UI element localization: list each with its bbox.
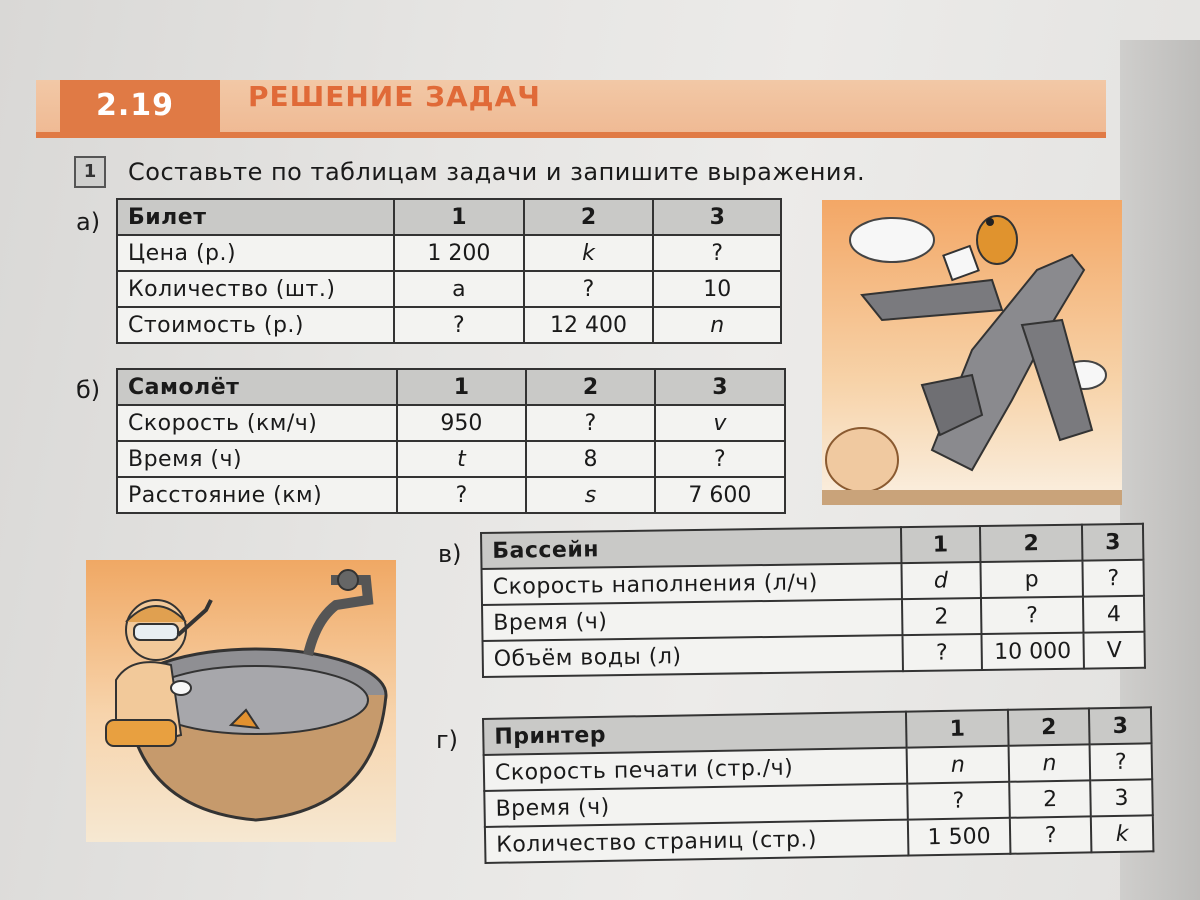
table-cell: 7 600 (655, 477, 785, 513)
table-cell: V (1084, 632, 1145, 669)
row-label: Цена (р.) (117, 235, 394, 271)
column-header: 1 (901, 526, 980, 563)
table-cell: ? (1090, 743, 1153, 780)
table-cell: 950 (397, 405, 526, 441)
table-cell: 1 200 (394, 235, 523, 271)
column-header: 3 (1089, 707, 1152, 744)
table-cell: k (1091, 815, 1154, 852)
row-label: Скорость (км/ч) (117, 405, 397, 441)
table-row (117, 271, 781, 307)
airplane-bird-picture (822, 200, 1122, 505)
table-cell: k (524, 235, 654, 271)
task-number: 1 (74, 156, 106, 188)
table-cell: 12 400 (524, 307, 654, 343)
table-airplane (116, 368, 786, 514)
table-cell: d (901, 562, 980, 599)
table-title: Принтер (483, 712, 906, 755)
table-printer (482, 706, 1154, 864)
table-cell: ? (655, 441, 785, 477)
row-label: Расстояние (км) (117, 477, 397, 513)
column-header: 3 (653, 199, 781, 235)
row-label: Стоимость (р.) (117, 307, 394, 343)
row-label: Количество страниц (стр.) (485, 820, 908, 863)
row-label: Время (ч) (482, 599, 902, 641)
table-cell: 2 (1009, 780, 1090, 817)
task-instruction: Составьте по таблицам задачи и запишите выражения. (128, 158, 866, 186)
column-header: 2 (526, 369, 655, 405)
table-cell: 4 (1083, 596, 1144, 633)
table-cell: ? (526, 405, 655, 441)
table-title: Билет (117, 199, 394, 235)
column-header: 3 (1082, 524, 1143, 561)
column-header: 1 (397, 369, 526, 405)
column-header: 2 (1008, 708, 1089, 745)
row-label: Время (ч) (484, 784, 907, 827)
table-pool (480, 523, 1146, 678)
table-cell: 3 (1090, 779, 1153, 816)
table-row (117, 235, 781, 271)
section-title: РЕШЕНИЕ ЗАДАЧ (248, 80, 541, 113)
table-cell: 8 (526, 441, 655, 477)
table-title: Самолёт (117, 369, 397, 405)
airplane-illustration (822, 200, 1122, 505)
table-letter-v: в) (438, 540, 462, 568)
table-cell: 2 (902, 598, 981, 635)
column-header: 3 (655, 369, 785, 405)
table-cell: n (1009, 744, 1090, 781)
column-header: 2 (524, 199, 654, 235)
table-cell: ? (1010, 816, 1091, 853)
section-number: 2.19 (96, 88, 175, 123)
table-cell: n (653, 307, 781, 343)
table-row (117, 307, 781, 343)
boy-in-pool-picture (86, 560, 396, 842)
table-cell: p (980, 561, 1083, 598)
table-cell: ? (394, 307, 523, 343)
table-cell: ? (907, 782, 1010, 820)
table-ticket (116, 198, 782, 344)
row-label: Количество (шт.) (117, 271, 394, 307)
table-row (117, 477, 785, 513)
row-label: Время (ч) (117, 441, 397, 477)
row-label: Скорость наполнения (л/ч) (482, 563, 902, 605)
column-header: 1 (394, 199, 523, 235)
table-cell: ? (653, 235, 781, 271)
table-cell: v (655, 405, 785, 441)
table-cell: s (526, 477, 655, 513)
table-cell: ? (524, 271, 654, 307)
table-cell: 10 000 (981, 633, 1084, 670)
table-row (117, 405, 785, 441)
table-cell: ? (1083, 560, 1144, 597)
row-label: Скорость печати (стр./ч) (484, 748, 907, 791)
pool-illustration (86, 560, 396, 842)
section-header-line (36, 132, 1106, 138)
table-title: Бассейн (481, 527, 901, 569)
table-cell: ? (397, 477, 526, 513)
column-header: 2 (980, 525, 1083, 562)
table-cell: 10 (653, 271, 781, 307)
table-cell: 1 500 (908, 818, 1011, 856)
table-letter-g: г) (436, 726, 458, 754)
table-row (117, 441, 785, 477)
column-header: 1 (906, 710, 1009, 748)
table-cell: t (397, 441, 526, 477)
table-cell: n (906, 746, 1009, 784)
table-letter-b: б) (76, 376, 101, 404)
table-cell: ? (981, 597, 1084, 634)
table-cell: a (394, 271, 523, 307)
table-letter-a: а) (76, 208, 101, 236)
row-label: Объём воды (л) (483, 635, 903, 677)
table-cell: ? (902, 634, 981, 671)
